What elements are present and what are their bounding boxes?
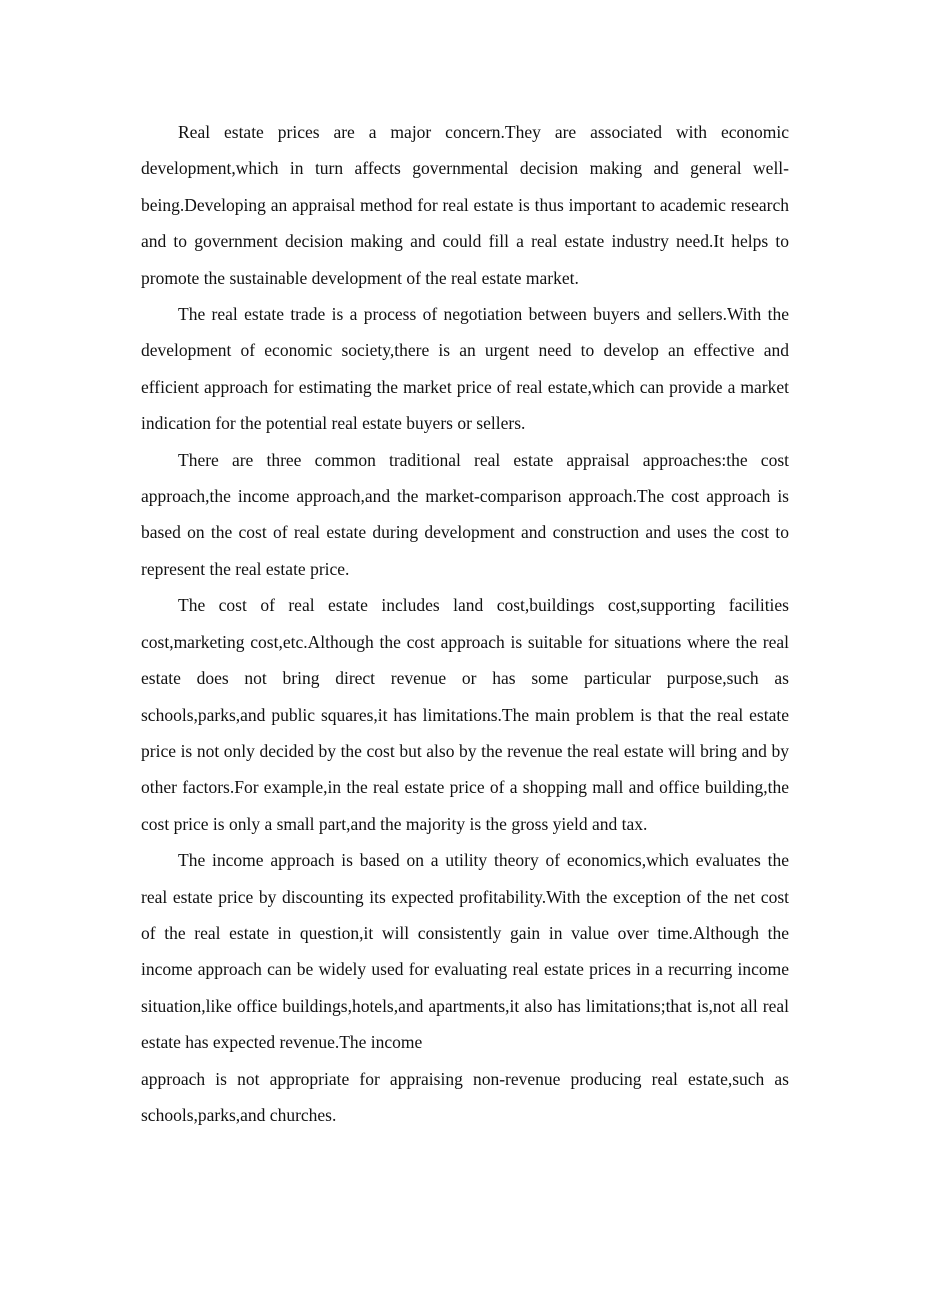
paragraph-real-estate-prices: Real estate prices are a major concern.They are associated with economic development,which in turn affects governmental decision making and general well-being.Developing an appraisal method for real estate is thus important to academic research and to government decision making and could fill a real estate industry need.It helps to promote the sustainable development of the real estate market. [141, 122, 789, 288]
paragraph-cost-approach: The cost of real estate includes land cost,buildings cost,supporting facilities cost,marketing cost,etc.Although the cost approach is suitable for situations where the real estate does not bring direct revenue or has some particular purpose,such as schools,parks,and public squares,it has limitations.The main problem is that the real estate price is not only decided by the cost but also by the revenue the real estate will bring and by other factors.For example,in the real estate price of a shopping mall and office building,the cost price is only a small part,and the majority is the gross yield and tax. [141, 595, 789, 834]
paragraph-income-approach-continued: approach is not appropriate for appraising non-revenue producing real estate,such as schools,parks,and churches. [141, 1068, 789, 1125]
paragraph-appraisal-approaches: There are three common traditional real estate appraisal approaches:the cost approach,the income approach,and the market-comparison approach.The cost approach is based on the cost of real estate during development and construction and uses the cost to represent the real estate price. [141, 449, 789, 579]
paragraph-income-approach: The income approach is based on a utility theory of economics,which evaluates the real estate price by discounting its expected profitability.With the exception of the net cost of the real estate in question,it will consistently gain in value over time.Although the income approach can be widely used for evaluating real estate prices in a recurring income situation,like office buildings,hotels,and apartments,it also has limitations;that is,not all real estate has expected revenue.The income [141, 850, 789, 1053]
paragraph-real-estate-trade: The real estate trade is a process of negotiation between buyers and sellers.With the development of economic society,there is an urgent need to develop an effective and efficient approach for estimating the market price of real estate,which can provide a market indication for the potential real estate buyers or sellers. [141, 304, 789, 434]
document-body [141, 114, 789, 1133]
